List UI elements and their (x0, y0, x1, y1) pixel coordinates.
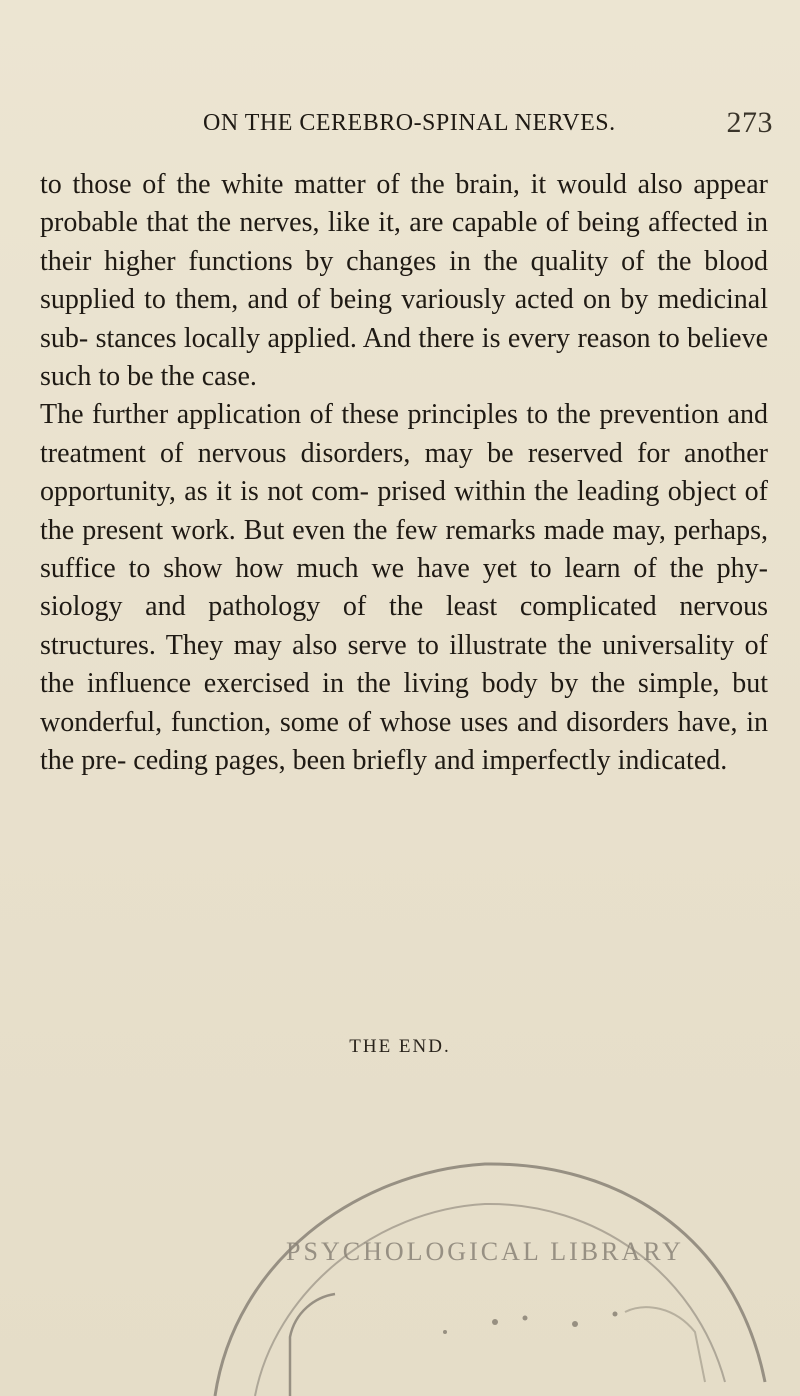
running-title: ON THE CEREBRO-SPINAL NERVES. (203, 110, 616, 136)
stamp-outer-arc (215, 1164, 765, 1396)
running-head (203, 106, 773, 139)
stamp-left-frame (290, 1294, 335, 1396)
stamp-inner-arc (255, 1204, 725, 1396)
page-number: 273 (726, 106, 773, 139)
body-text (40, 166, 768, 781)
stamp-right-frame (625, 1307, 705, 1382)
paragraph-2: The further application of these principles to the prevention and treatment of nervous disorders, may be reserved for another opportunity, as it is not com- prised within the leading object of the present work. But even the few remarks made may, perhaps, suffice to show how much we have yet to learn of the phy- siology and pathology of the least complicated nervous structures. They may also serve to illustrate the universality of the influence exercised in the living body by the simple, but wonderful, function, some of whose uses and disorders have, in the pre- ceding pages, been briefly and imperfectly indicated. (40, 399, 768, 777)
paragraph-1: to those of the white matter of the brain, it would also appear probable that the nerves, like it, are capable of being affected in their higher functions by changes in the quality of the blood supplied to them, and of being variously acted on by medicinal sub- stances locally applied. And there is every reason to believe such to be the case. (40, 169, 768, 393)
library-stamp-image (195, 1082, 775, 1396)
stamp-text: PSYCHOLOGICAL LIBRARY (286, 1237, 684, 1266)
the-end: THE END. (349, 1036, 451, 1057)
